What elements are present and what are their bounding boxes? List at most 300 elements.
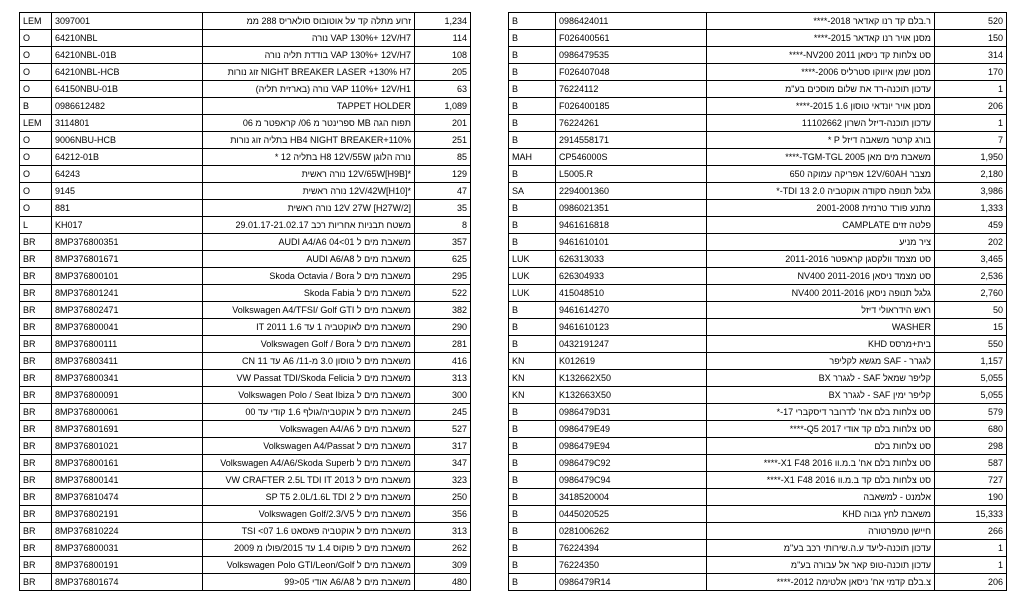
table-row bbox=[509, 472, 1007, 489]
description-cell: משאבת מים לאוקטביה 1 עד 1.6 2011 IT bbox=[203, 319, 415, 336]
price-cell: 356 bbox=[415, 506, 471, 523]
brand-code-cell: B bbox=[509, 472, 556, 489]
brand-code-cell: B bbox=[509, 302, 556, 319]
table-row bbox=[20, 149, 471, 166]
brand-code-cell: B bbox=[509, 115, 556, 132]
brand-code-cell: BR bbox=[20, 319, 52, 336]
table-row bbox=[20, 268, 471, 285]
table-row bbox=[20, 183, 471, 200]
brand-code-cell: B bbox=[509, 47, 556, 64]
brand-code-cell: B bbox=[509, 13, 556, 30]
price-cell: 579 bbox=[935, 404, 1007, 421]
left-price-table bbox=[19, 12, 471, 591]
description-cell: סט צלחות קד ניסאן NV200 2011-**** bbox=[707, 47, 935, 64]
price-cell: 587 bbox=[935, 455, 1007, 472]
part-number-cell: K132663X50 bbox=[556, 387, 707, 404]
table-row bbox=[20, 200, 471, 217]
part-number-cell: F026407048 bbox=[556, 64, 707, 81]
part-number-cell: 3114801 bbox=[52, 115, 203, 132]
part-number-cell: F026400185 bbox=[556, 98, 707, 115]
description-cell: קליפר שמאל SAF - לגגרר BX bbox=[707, 370, 935, 387]
table-row bbox=[20, 557, 471, 574]
part-number-cell: 8MP376800061 bbox=[52, 404, 203, 421]
table-row bbox=[509, 421, 1007, 438]
brand-code-cell: O bbox=[20, 200, 52, 217]
price-cell: 206 bbox=[935, 574, 1007, 591]
price-cell: 313 bbox=[415, 523, 471, 540]
table-row bbox=[20, 438, 471, 455]
table-row bbox=[20, 353, 471, 370]
price-cell: 1,333 bbox=[935, 200, 1007, 217]
price-cell: 251 bbox=[415, 132, 471, 149]
part-number-cell: 76224112 bbox=[556, 81, 707, 98]
brand-code-cell: B bbox=[509, 540, 556, 557]
part-number-cell: 64210NBL-01B bbox=[52, 47, 203, 64]
table-row bbox=[509, 489, 1007, 506]
description-cell: משאבת מים ל טוסון 3.0 מ-11/ A6 עד 11 CN bbox=[203, 353, 415, 370]
part-number-cell: 8MP376800031 bbox=[52, 540, 203, 557]
description-cell: VAP 110%+ 12V/H1 נורה (בארזית תליה) bbox=[203, 81, 415, 98]
table-row bbox=[20, 523, 471, 540]
price-cell: 129 bbox=[415, 166, 471, 183]
table-row bbox=[509, 506, 1007, 523]
part-number-cell: 0432191247 bbox=[556, 336, 707, 353]
part-number-cell: 415048510 bbox=[556, 285, 707, 302]
part-number-cell: 0986479C94 bbox=[556, 472, 707, 489]
table-row bbox=[509, 149, 1007, 166]
brand-code-cell: BR bbox=[20, 438, 52, 455]
brand-code-cell: BR bbox=[20, 540, 52, 557]
table-row bbox=[509, 13, 1007, 30]
brand-code-cell: L bbox=[20, 217, 52, 234]
description-cell: ראש הידראולי דיזל bbox=[707, 302, 935, 319]
table-row bbox=[509, 115, 1007, 132]
table-row bbox=[20, 132, 471, 149]
brand-code-cell: B bbox=[509, 64, 556, 81]
description-cell: אלמנט - למשאבה bbox=[707, 489, 935, 506]
brand-code-cell: B bbox=[509, 421, 556, 438]
table-row bbox=[509, 404, 1007, 421]
part-number-cell: 626304933 bbox=[556, 268, 707, 285]
part-number-cell: 2914558171 bbox=[556, 132, 707, 149]
description-cell: מסנן אויר יונדאי טוסון 1.6 2015-**** bbox=[707, 98, 935, 115]
table-row bbox=[20, 64, 471, 81]
part-number-cell: 8MP376800351 bbox=[52, 234, 203, 251]
brand-code-cell: B bbox=[509, 166, 556, 183]
price-cell: 1,234 bbox=[415, 13, 471, 30]
brand-code-cell: LEM bbox=[20, 13, 52, 30]
description-cell: סט צלחות בלם קד אודי Q5 2017-**** bbox=[707, 421, 935, 438]
part-number-cell: 8MP376803411 bbox=[52, 353, 203, 370]
description-cell: סט מצמד וולקסגן קראפטר 2011-2016 bbox=[707, 251, 935, 268]
brand-code-cell: O bbox=[20, 132, 52, 149]
part-number-cell: K012619 bbox=[556, 353, 707, 370]
table-row bbox=[509, 302, 1007, 319]
brand-code-cell: O bbox=[20, 81, 52, 98]
table-row bbox=[509, 353, 1007, 370]
part-number-cell: 9006NBU-HCB bbox=[52, 132, 203, 149]
description-cell: בורג קרטר משאבה דיזל P * bbox=[707, 132, 935, 149]
part-number-cell: 0986479E94 bbox=[556, 438, 707, 455]
price-cell: 63 bbox=[415, 81, 471, 98]
table-row bbox=[20, 574, 471, 591]
price-cell: 202 bbox=[935, 234, 1007, 251]
price-cell: 313 bbox=[415, 370, 471, 387]
price-cell: 250 bbox=[415, 489, 471, 506]
table-row bbox=[509, 574, 1007, 591]
part-number-cell: 8MP376800091 bbox=[52, 387, 203, 404]
brand-code-cell: B bbox=[509, 557, 556, 574]
part-number-cell: 8MP376801691 bbox=[52, 421, 203, 438]
brand-code-cell: O bbox=[20, 166, 52, 183]
table-row bbox=[20, 370, 471, 387]
brand-code-cell: BR bbox=[20, 404, 52, 421]
price-cell: 2,180 bbox=[935, 166, 1007, 183]
table-row bbox=[20, 472, 471, 489]
price-cell: 205 bbox=[415, 64, 471, 81]
description-cell: משאבת מים ל אוקטביה/גולף 1.6 קודי עד 00 bbox=[203, 404, 415, 421]
description-cell: עדכון תוכנה-טופ קאר אל עבורה בע"מ bbox=[707, 557, 935, 574]
description-cell: משאבת מים ל VW Passat TDI/Skoda Felicia bbox=[203, 370, 415, 387]
price-cell: 382 bbox=[415, 302, 471, 319]
description-cell: תפוח הגה MB ספרינטר מ 06/ קראפטר מ 06 bbox=[203, 115, 415, 132]
table-row bbox=[509, 251, 1007, 268]
brand-code-cell: LUK bbox=[509, 285, 556, 302]
description-cell: *12V/42W[H10] נורה ראשית bbox=[203, 183, 415, 200]
part-number-cell: 0986424011 bbox=[556, 13, 707, 30]
price-cell: 550 bbox=[935, 336, 1007, 353]
price-cell: 357 bbox=[415, 234, 471, 251]
brand-code-cell: B bbox=[509, 319, 556, 336]
table-row bbox=[20, 251, 471, 268]
table-row bbox=[509, 30, 1007, 47]
price-cell: 190 bbox=[935, 489, 1007, 506]
brand-code-cell: BR bbox=[20, 523, 52, 540]
brand-code-cell: B bbox=[509, 455, 556, 472]
part-number-cell: 8MP376810224 bbox=[52, 523, 203, 540]
brand-code-cell: BR bbox=[20, 387, 52, 404]
table-row bbox=[20, 387, 471, 404]
description-cell: סט צלחות בלם bbox=[707, 438, 935, 455]
brand-code-cell: B bbox=[20, 98, 52, 115]
brand-code-cell: B bbox=[509, 523, 556, 540]
part-number-cell: 76224394 bbox=[556, 540, 707, 557]
part-number-cell: 0986479C92 bbox=[556, 455, 707, 472]
part-number-cell: 0281006262 bbox=[556, 523, 707, 540]
part-number-cell: 64210NBL bbox=[52, 30, 203, 47]
price-cell: 7 bbox=[935, 132, 1007, 149]
price-cell: 520 bbox=[935, 13, 1007, 30]
description-cell: קליפר ימין SAF - לגגרר BX bbox=[707, 387, 935, 404]
part-number-cell: CP546000S bbox=[556, 149, 707, 166]
description-cell: גלגל תנופה ניסאן NV400 2011-2016 bbox=[707, 285, 935, 302]
brand-code-cell: BR bbox=[20, 574, 52, 591]
brand-code-cell: B bbox=[509, 404, 556, 421]
brand-code-cell: B bbox=[509, 200, 556, 217]
part-number-cell: 8MP376802191 bbox=[52, 506, 203, 523]
table-row bbox=[20, 421, 471, 438]
table-row bbox=[509, 183, 1007, 200]
part-number-cell: 0986479535 bbox=[556, 47, 707, 64]
price-cell: 1,089 bbox=[415, 98, 471, 115]
price-cell: 298 bbox=[935, 438, 1007, 455]
description-cell: משאבת מים מאן TGM-TGL 2005-**** bbox=[707, 149, 935, 166]
price-cell: 1,950 bbox=[935, 149, 1007, 166]
table-row bbox=[20, 336, 471, 353]
price-cell: 5,055 bbox=[935, 387, 1007, 404]
table-row bbox=[509, 200, 1007, 217]
part-number-cell: 8MP376800101 bbox=[52, 268, 203, 285]
price-cell: 5,055 bbox=[935, 370, 1007, 387]
description-cell: מסנן שמן איווקו סטרליס 2006-**** bbox=[707, 64, 935, 81]
part-number-cell: 8MP376802471 bbox=[52, 302, 203, 319]
price-cell: 3,465 bbox=[935, 251, 1007, 268]
table-row bbox=[20, 98, 471, 115]
part-number-cell: 64212-01B bbox=[52, 149, 203, 166]
price-cell: 2,536 bbox=[935, 268, 1007, 285]
description-cell: משאבת מים ל Volkswagen A4/A6 bbox=[203, 421, 415, 438]
table-row bbox=[509, 540, 1007, 557]
table-row bbox=[20, 30, 471, 47]
part-number-cell: 8MP376800341 bbox=[52, 370, 203, 387]
table-row bbox=[20, 166, 471, 183]
part-number-cell: 626313033 bbox=[556, 251, 707, 268]
price-cell: 347 bbox=[415, 455, 471, 472]
price-cell: 15 bbox=[935, 319, 1007, 336]
price-cell: 1 bbox=[935, 540, 1007, 557]
part-number-cell: K132662X50 bbox=[556, 370, 707, 387]
brand-code-cell: BR bbox=[20, 370, 52, 387]
description-cell: משאבת מים ל Volkswagen A4/TFSI/ Golf GTI bbox=[203, 302, 415, 319]
brand-code-cell: BR bbox=[20, 353, 52, 370]
description-cell: עדכון תוכנה-דיזל השרון 11102662 bbox=[707, 115, 935, 132]
table-row bbox=[509, 81, 1007, 98]
part-number-cell: 8MP376800191 bbox=[52, 557, 203, 574]
brand-code-cell: B bbox=[509, 438, 556, 455]
brand-code-cell: SA bbox=[509, 183, 556, 200]
description-cell: משאבת מים ל אוקטביה פאסאט 1.6 TSI <07 bbox=[203, 523, 415, 540]
price-cell: 522 bbox=[415, 285, 471, 302]
price-cell: 300 bbox=[415, 387, 471, 404]
brand-code-cell: O bbox=[20, 183, 52, 200]
part-number-cell: 64150NBU-01B bbox=[52, 81, 203, 98]
description-cell: מתנע פורד טרנזית 2001-2008 bbox=[707, 200, 935, 217]
brand-code-cell: B bbox=[509, 132, 556, 149]
price-cell: 1,157 bbox=[935, 353, 1007, 370]
table-row bbox=[20, 302, 471, 319]
brand-code-cell: BR bbox=[20, 455, 52, 472]
table-row bbox=[20, 540, 471, 557]
table-row bbox=[509, 523, 1007, 540]
part-number-cell: 9461610123 bbox=[556, 319, 707, 336]
price-cell: 245 bbox=[415, 404, 471, 421]
description-cell: לגגרר - SAF מגשא לקליפר bbox=[707, 353, 935, 370]
price-cell: 317 bbox=[415, 438, 471, 455]
price-cell: 527 bbox=[415, 421, 471, 438]
description-cell: סט צלחות בלם קד ב.מ.וו X1 F48 2016-**** bbox=[707, 472, 935, 489]
price-cell: 1 bbox=[935, 115, 1007, 132]
table-row bbox=[20, 81, 471, 98]
table-row bbox=[509, 387, 1007, 404]
part-number-cell: 8MP376800161 bbox=[52, 455, 203, 472]
price-cell: 85 bbox=[415, 149, 471, 166]
table-row bbox=[509, 217, 1007, 234]
brand-code-cell: B bbox=[509, 30, 556, 47]
table-row bbox=[20, 47, 471, 64]
description-cell: WASHER bbox=[707, 319, 935, 336]
part-number-cell: 0986479R14 bbox=[556, 574, 707, 591]
brand-code-cell: KN bbox=[509, 353, 556, 370]
price-cell: 150 bbox=[935, 30, 1007, 47]
table-row bbox=[509, 557, 1007, 574]
part-number-cell: 8MP376800141 bbox=[52, 472, 203, 489]
description-cell: ר.בלם קד רנו קאדאר 2018-**** bbox=[707, 13, 935, 30]
brand-code-cell: LEM bbox=[20, 115, 52, 132]
description-cell: משאבת מים ל Volkswagen Golf/2.3/V5 bbox=[203, 506, 415, 523]
table-row bbox=[509, 268, 1007, 285]
table-row bbox=[20, 217, 471, 234]
table-row bbox=[20, 234, 471, 251]
description-cell: משאבת מים ל VW CRAFTER 2.5L TDI IT 2013 bbox=[203, 472, 415, 489]
price-cell: 459 bbox=[935, 217, 1007, 234]
table-row bbox=[509, 319, 1007, 336]
description-cell: VAP 130%+ 12V/H7 נורה bbox=[203, 30, 415, 47]
description-cell: סט צלחות בלם אח' לדרובר דיסקברי 17-* bbox=[707, 404, 935, 421]
brand-code-cell: BR bbox=[20, 268, 52, 285]
brand-code-cell: MAH bbox=[509, 149, 556, 166]
brand-code-cell: BR bbox=[20, 557, 52, 574]
description-cell: זרוע מתלה קד על אוטובוס סולאריס 288 ממ bbox=[203, 13, 415, 30]
price-cell: 290 bbox=[415, 319, 471, 336]
brand-code-cell: BR bbox=[20, 336, 52, 353]
part-number-cell: KH017 bbox=[52, 217, 203, 234]
description-cell: ציר מניע bbox=[707, 234, 935, 251]
description-cell: משאבת מים ל Skoda Fabia bbox=[203, 285, 415, 302]
table-row bbox=[509, 370, 1007, 387]
description-cell: 12V 27W [H27W/2] נורה ראשית bbox=[203, 200, 415, 217]
part-number-cell: 9461610101 bbox=[556, 234, 707, 251]
brand-code-cell: O bbox=[20, 47, 52, 64]
price-cell: 8 bbox=[415, 217, 471, 234]
price-cell: 680 bbox=[935, 421, 1007, 438]
brand-code-cell: BR bbox=[20, 421, 52, 438]
part-number-cell: 64210NBL-HCB bbox=[52, 64, 203, 81]
price-cell: 35 bbox=[415, 200, 471, 217]
description-cell: משאבת מים ל פוקוס 1.4 עד 2015/פולו מ 2009 bbox=[203, 540, 415, 557]
description-cell: NIGHT BREAKER LASER +130% H7 זוג נורות bbox=[203, 64, 415, 81]
description-cell: משאבת מים ל SP T5 2.0L/1.6L TDI 2 bbox=[203, 489, 415, 506]
brand-code-cell: B bbox=[509, 81, 556, 98]
price-cell: 1 bbox=[935, 557, 1007, 574]
description-cell: משאבת מים ל A6/A8 אודי 05<99 bbox=[203, 574, 415, 591]
table-row bbox=[20, 285, 471, 302]
part-number-cell: 0986612482 bbox=[52, 98, 203, 115]
description-cell: משאבת מים ל Volkswagen A4/Passat bbox=[203, 438, 415, 455]
description-cell: סט מצמד ניסאן NV400 2011-2016 bbox=[707, 268, 935, 285]
description-cell: HB4 NIGHT BREAKER+110% בתליה זוג נורות bbox=[203, 132, 415, 149]
description-cell: מצבר 12V/60AH אפריקה עמוקה 650 bbox=[707, 166, 935, 183]
brand-code-cell: LUK bbox=[509, 251, 556, 268]
brand-code-cell: BR bbox=[20, 506, 52, 523]
brand-code-cell: O bbox=[20, 30, 52, 47]
price-cell: 262 bbox=[415, 540, 471, 557]
part-number-cell: F026400561 bbox=[556, 30, 707, 47]
table-row bbox=[509, 166, 1007, 183]
brand-code-cell: B bbox=[509, 489, 556, 506]
table-row bbox=[20, 115, 471, 132]
price-cell: 480 bbox=[415, 574, 471, 591]
description-cell: חיישן טמפרטורה bbox=[707, 523, 935, 540]
right-price-table bbox=[508, 12, 1007, 591]
description-cell: משאבת מים ל Volkswagen Polo / Seat Ibiza bbox=[203, 387, 415, 404]
description-cell: צ.בלם קדמי אח' ניסאן אלטימה 2012-**** bbox=[707, 574, 935, 591]
description-cell: משאבת מים ל Volkswagen Golf / Bora bbox=[203, 336, 415, 353]
table-row bbox=[509, 438, 1007, 455]
price-cell: 114 bbox=[415, 30, 471, 47]
brand-code-cell: BR bbox=[20, 489, 52, 506]
description-cell: עדכון תוכנה-רד את שלום מוסכים בע"מ bbox=[707, 81, 935, 98]
part-number-cell: 9461614270 bbox=[556, 302, 707, 319]
description-cell: נורה הלוגן H8 12V/55W בתליה 12 * bbox=[203, 149, 415, 166]
price-cell: 108 bbox=[415, 47, 471, 64]
part-number-cell: 8MP376810474 bbox=[52, 489, 203, 506]
price-cell: 323 bbox=[415, 472, 471, 489]
table-row bbox=[20, 319, 471, 336]
part-number-cell: 8MP376801671 bbox=[52, 251, 203, 268]
part-number-cell: 76224350 bbox=[556, 557, 707, 574]
part-number-cell: 0986021351 bbox=[556, 200, 707, 217]
price-cell: 266 bbox=[935, 523, 1007, 540]
part-number-cell: 8MP376800111 bbox=[52, 336, 203, 353]
brand-code-cell: LUK bbox=[509, 268, 556, 285]
description-cell: *12V/65W[H9B] נורה ראשית bbox=[203, 166, 415, 183]
part-number-cell: 9145 bbox=[52, 183, 203, 200]
price-cell: 47 bbox=[415, 183, 471, 200]
table-row bbox=[20, 404, 471, 421]
description-cell: משאבת מים ל Volkswagen Polo GTI/Leon/Golf bbox=[203, 557, 415, 574]
description-cell: גלגל תנופה סקודה אוקטביה 2.0 TDI 13-* bbox=[707, 183, 935, 200]
description-cell: מסנן אויר רנו קאדאר 2015-**** bbox=[707, 30, 935, 47]
brand-code-cell: BR bbox=[20, 472, 52, 489]
brand-code-cell: BR bbox=[20, 285, 52, 302]
part-number-cell: 64243 bbox=[52, 166, 203, 183]
part-number-cell: L5005.R bbox=[556, 166, 707, 183]
part-number-cell: 3418520004 bbox=[556, 489, 707, 506]
price-cell: 1 bbox=[935, 81, 1007, 98]
brand-code-cell: KN bbox=[509, 370, 556, 387]
part-number-cell: 0986479D31 bbox=[556, 404, 707, 421]
part-number-cell: 881 bbox=[52, 200, 203, 217]
description-cell: משאבת מים ל AUDI A6/A8 bbox=[203, 251, 415, 268]
part-number-cell: 0445020525 bbox=[556, 506, 707, 523]
brand-code-cell: BR bbox=[20, 251, 52, 268]
table-row bbox=[509, 285, 1007, 302]
description-cell: משאבת מים ל Skoda Octavia / Bora bbox=[203, 268, 415, 285]
brand-code-cell: BR bbox=[20, 234, 52, 251]
table-row bbox=[20, 455, 471, 472]
description-cell: VAP 130%+ 12V/H7 בודדת תליה נורה bbox=[203, 47, 415, 64]
description-cell: עדכון תוכנה-ליעד ע.ה.שירותי רכב בע"מ bbox=[707, 540, 935, 557]
brand-code-cell: KN bbox=[509, 387, 556, 404]
description-cell: סט צלחות בלם אח' ב.מ.וו X1 F48 2016-**** bbox=[707, 455, 935, 472]
part-number-cell: 8MP376801021 bbox=[52, 438, 203, 455]
part-number-cell: 8MP376801241 bbox=[52, 285, 203, 302]
brand-code-cell: O bbox=[20, 149, 52, 166]
part-number-cell: 9461616818 bbox=[556, 217, 707, 234]
price-cell: 15,333 bbox=[935, 506, 1007, 523]
part-number-cell: 2294001360 bbox=[556, 183, 707, 200]
price-cell: 281 bbox=[415, 336, 471, 353]
